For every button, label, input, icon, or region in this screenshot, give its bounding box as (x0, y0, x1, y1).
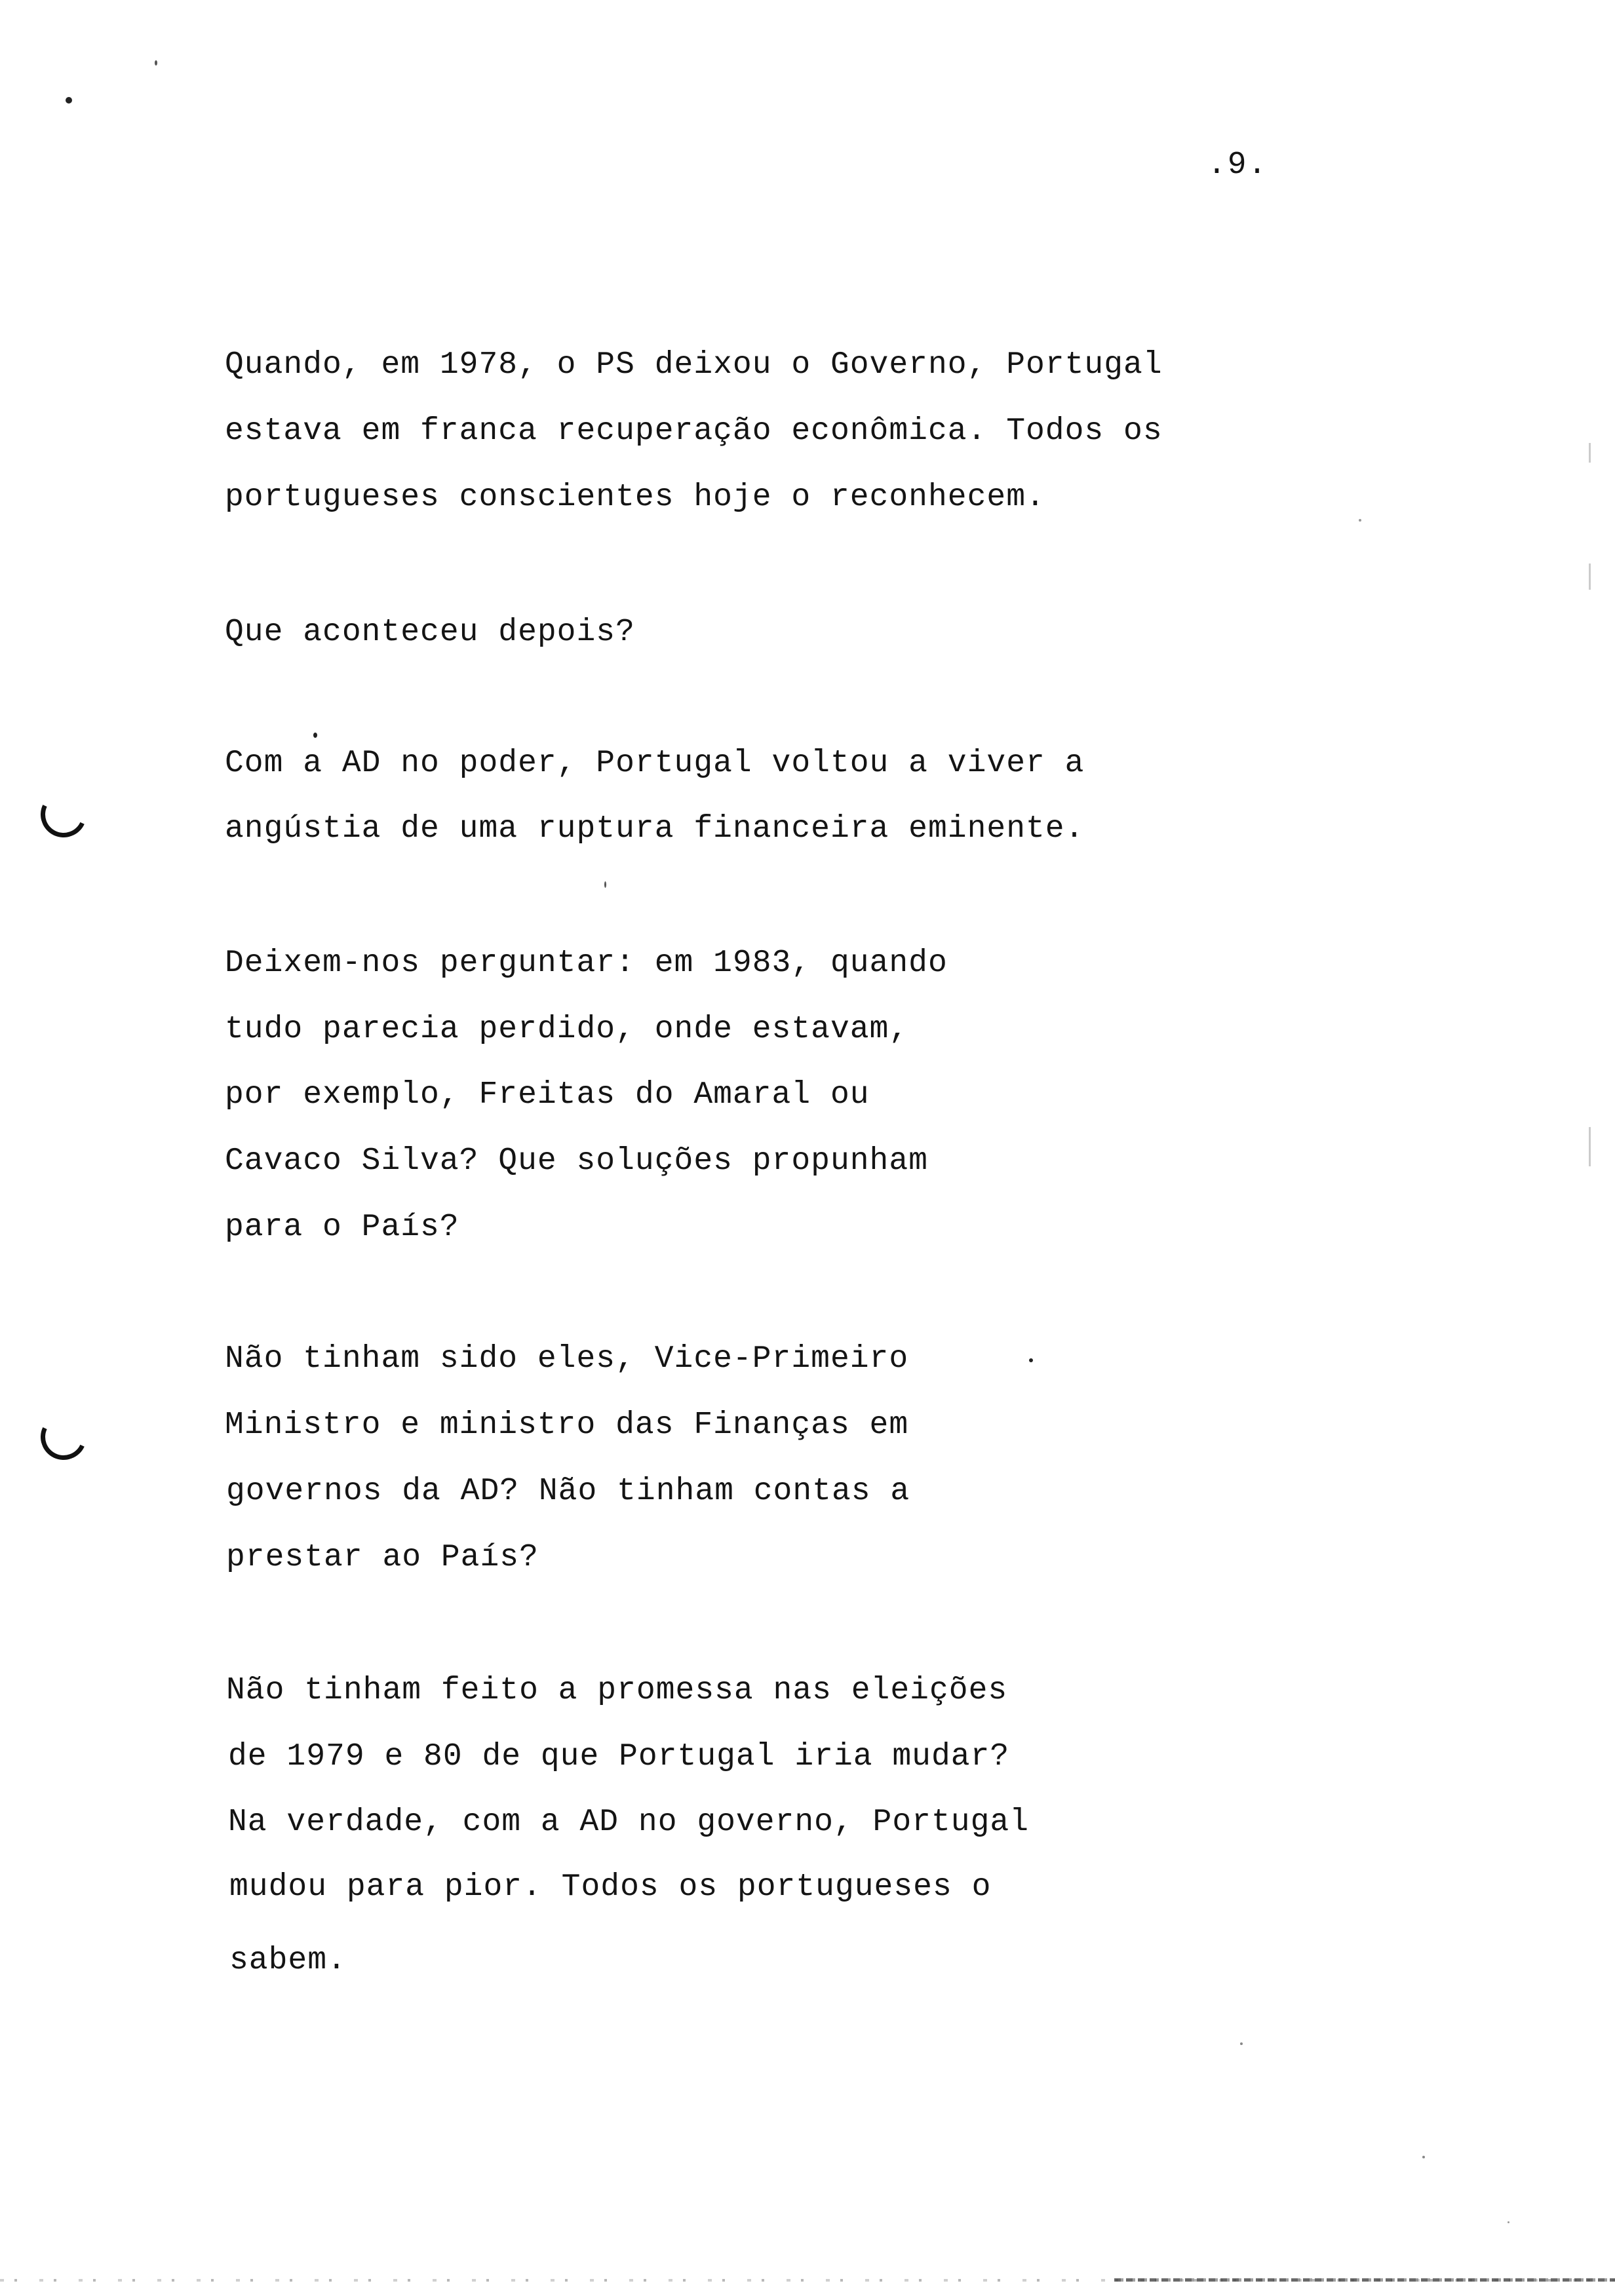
scan-bottom-edge-dark (1114, 2278, 1615, 2282)
page-number: .9. (1207, 147, 1268, 183)
paragraph-6-line-3: Na verdade, com a AD no governo, Portugal (228, 1805, 1029, 1840)
scan-speck (1240, 2042, 1243, 2045)
scan-speck (1359, 519, 1361, 522)
paragraph-5-line-2: Ministro e ministro das Finanças em (225, 1407, 909, 1443)
paragraph-6-line-2: de 1979 e 80 de que Portugal iria mudar? (228, 1739, 1010, 1774)
paragraph-2-line-1: Que aconteceu depois? (225, 615, 635, 650)
scan-speck (604, 881, 606, 888)
scan-speck (1422, 2156, 1425, 2158)
scan-speck (1589, 1127, 1591, 1166)
scan-speck (66, 97, 72, 104)
punch-hole-mark (34, 785, 93, 844)
scan-speck (1589, 443, 1591, 463)
paragraph-5-line-3: governos da AD? Não tinham contas a (226, 1474, 910, 1509)
paragraph-1-line-3: portugueses conscientes hoje o reconhecem. (225, 480, 1045, 515)
paragraph-6-line-4: mudou para pior. Todos os portugueses o (229, 1869, 992, 1905)
paragraph-4-line-4: Cavaco Silva? Que soluções propunham (225, 1143, 928, 1179)
scan-speck (313, 733, 317, 738)
paragraph-3-line-1: Com a AD no poder, Portugal voltou a viver a (225, 746, 1085, 781)
punch-hole-mark (34, 1407, 93, 1466)
paragraph-1-line-1: Quando, em 1978, o PS deixou o Governo, Portugal (225, 347, 1163, 383)
scan-speck (1589, 564, 1591, 590)
paragraph-6-line-1: Não tinham feito a promessa nas eleições (226, 1673, 1008, 1708)
paragraph-4-line-5: para o País? (225, 1210, 459, 1245)
paragraph-4-line-1: Deixem-nos perguntar: em 1983, quando (225, 946, 948, 981)
paragraph-1-line-2: estava em franca recuperação econômica. Todos os (225, 413, 1163, 449)
paragraph-5-line-1: Não tinham sido eles, Vice-Primeiro (225, 1341, 909, 1377)
paragraph-4-line-2: tudo parecia perdido, onde estavam, (225, 1012, 909, 1047)
paragraph-3-line-2: angústia de uma ruptura financeira eminente. (225, 811, 1085, 847)
paragraph-6-line-5: sabem. (229, 1943, 347, 1978)
scan-speck (1029, 1358, 1033, 1362)
paragraph-5-line-4: prestar ao País? (226, 1540, 539, 1575)
scan-speck (1508, 2221, 1509, 2223)
scan-speck (155, 60, 157, 66)
paragraph-4-line-3: por exemplo, Freitas do Amaral ou (225, 1077, 870, 1113)
